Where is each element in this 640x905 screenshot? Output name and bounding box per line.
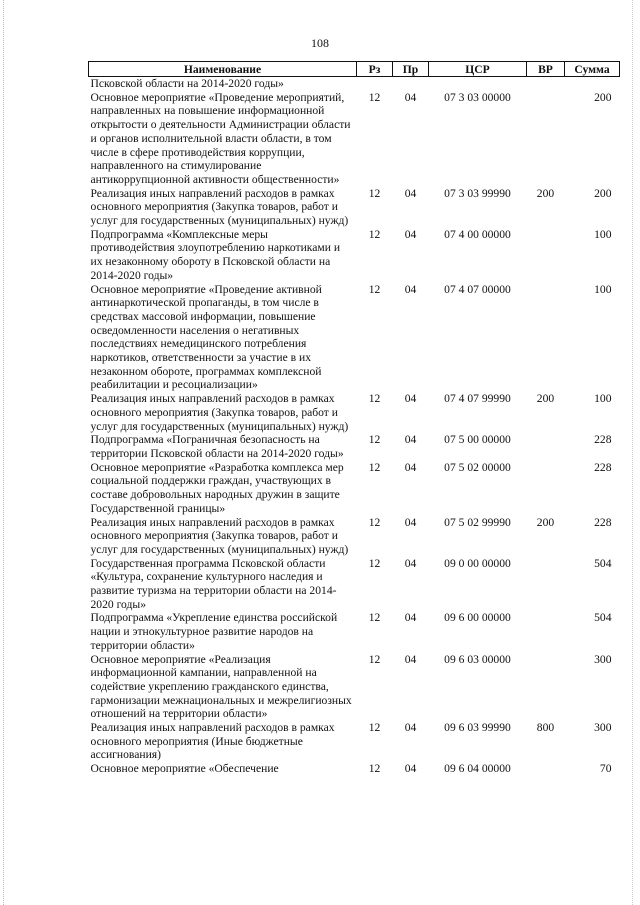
cell-sum: 200 (594, 186, 612, 200)
cell-sum: 228 (594, 460, 612, 474)
cell-vr (527, 557, 565, 612)
cell-csr: 07 3 03 99990 (444, 186, 511, 200)
cell-rz: 12 (368, 90, 381, 104)
cell-name: Основное мероприятие «Проведение активной антинаркотической пропаганды, в том числе в средствах массовой информации, повышение осведомленности населения о негативных последствиях немедицинского потребления наркотиков, ответственности за участие в их незаконном обороте, программах комплексной реабилитации и ресоциализации» (90, 282, 322, 392)
cell-csr: 09 6 04 00000 (444, 762, 511, 776)
cell-name: Подпрограмма «Укрепление единства российской нации и этнокультурное развитие народов на территории области» (90, 611, 338, 652)
cell-sum: 100 (594, 227, 612, 241)
cell-name: Основное мероприятие «Обеспечение (90, 762, 279, 776)
cell-vr: 200 (536, 392, 555, 406)
cell-rz: 12 (368, 186, 381, 200)
table-row (89, 228, 620, 283)
cell-csr: 07 5 00 00000 (444, 433, 511, 447)
cell-sum: 228 (594, 433, 612, 447)
cell-name: Основное мероприятие «Разработка комплекса мер социальной поддержки граждан, участвующих в составе добровольных народных дружин в защите Государственной границы» (90, 460, 344, 515)
cell-pr: 04 (404, 515, 417, 529)
budget-table (88, 61, 620, 776)
table-row (89, 461, 620, 516)
table-row (89, 283, 620, 393)
cell-sum: 100 (594, 282, 612, 296)
cell-rz: 12 (368, 762, 381, 776)
cell-vr: 200 (536, 186, 555, 200)
cell-sum: 100 (594, 392, 612, 406)
cell-vr (527, 77, 565, 91)
cell-vr (527, 653, 565, 722)
cell-csr: 07 4 07 99990 (444, 392, 511, 406)
cell-csr: 09 0 00 00000 (444, 556, 511, 570)
cell-pr: 04 (404, 556, 417, 570)
table-row (89, 611, 620, 652)
cell-pr: 04 (404, 392, 417, 406)
cell-csr: 07 4 00 00000 (444, 227, 511, 241)
cell-name: Государственная программа Псковской области «Культура, сохранение культурного наследия и развитие туризма на территории области на 2014-2020 годы» (90, 556, 337, 611)
cell-pr: 04 (404, 90, 417, 104)
cell-name: Реализация иных направлений расходов в рамках основного мероприятия (Закупка товаров, работ и услуг для государственных (муниципальных) нужд) (90, 515, 349, 556)
table-body (89, 77, 620, 776)
cell-sum: 300 (594, 652, 612, 666)
cell-csr: 09 6 00 00000 (444, 611, 511, 625)
cell-rz: 12 (368, 392, 381, 406)
cell-name: Псковской области на 2014-2020 годы» (90, 77, 284, 90)
cell-rz: 12 (368, 556, 381, 570)
cell-pr: 04 (404, 433, 417, 447)
cell-vr (527, 461, 565, 516)
table-row (89, 187, 620, 228)
table-row (89, 557, 620, 612)
table-header-row (89, 62, 620, 77)
cell-rz: 12 (368, 282, 381, 296)
cell-pr: 04 (404, 227, 417, 241)
column-header-pr: Пр (393, 62, 429, 77)
cell-rz: 12 (368, 721, 381, 735)
cell-pr: 04 (404, 186, 417, 200)
cell-pr (393, 77, 429, 91)
cell-name: Реализация иных направлений расходов в рамках основного мероприятия (Закупка товаров, работ и услуг для государственных (муниципальных) нужд) (90, 392, 349, 433)
cell-sum: 504 (594, 611, 612, 625)
cell-name: Подпрограмма «Пограничная безопасность на территории Псковской области на 2014-2020 годы» (90, 433, 344, 460)
column-header-sum: Сумма (565, 62, 620, 77)
cell-rz: 12 (368, 652, 381, 666)
cell-pr: 04 (404, 611, 417, 625)
cell-csr: 07 5 02 99990 (444, 515, 511, 529)
cell-sum: 228 (594, 515, 612, 529)
cell-vr (527, 91, 565, 187)
scan-edge-right (632, 0, 634, 905)
column-header-rz: Рз (357, 62, 393, 77)
cell-rz: 12 (368, 611, 381, 625)
cell-name: Подпрограмма «Комплексные меры противодействия злоупотреблению наркотиками и их незаконному обороту в Псковской области на 2014-2020 годы» (90, 227, 341, 282)
table-row (89, 762, 620, 776)
column-header-name: Наименование (89, 62, 357, 77)
cell-csr: 09 6 03 00000 (444, 652, 511, 666)
cell-pr: 04 (404, 762, 417, 776)
cell-name: Основное мероприятие «Проведение мероприятий, направленных на повышение информационной открытости о деятельности Администрации области и органов исполнительной власти области, в том числе в сфере противодействия коррупции, направленного на стимулирование антикоррупционной активности общественности» (90, 90, 351, 186)
cell-sum (565, 77, 620, 91)
cell-vr: 200 (536, 515, 555, 529)
cell-csr: 07 3 03 00000 (444, 90, 511, 104)
cell-csr: 07 5 02 00000 (444, 460, 511, 474)
cell-vr (527, 433, 565, 460)
cell-vr (527, 283, 565, 393)
cell-csr: 07 4 07 00000 (444, 282, 511, 296)
table-row (89, 721, 620, 762)
cell-rz: 12 (368, 460, 381, 474)
cell-pr: 04 (404, 721, 417, 735)
table-row (89, 653, 620, 722)
cell-name: Реализация иных направлений расходов в рамках основного мероприятия (Иные бюджетные ассигнования) (90, 721, 335, 762)
cell-rz: 12 (368, 515, 381, 529)
column-header-vr: ВР (527, 62, 565, 77)
cell-vr: 800 (536, 721, 555, 735)
cell-rz (357, 77, 393, 91)
table-row (89, 392, 620, 433)
page-number: 108 (311, 36, 329, 50)
cell-sum: 70 (599, 762, 612, 776)
column-header-csr: ЦСР (429, 62, 527, 77)
cell-vr (527, 228, 565, 283)
cell-sum: 504 (594, 556, 612, 570)
table-row (89, 91, 620, 187)
cell-pr: 04 (404, 282, 417, 296)
table-row (89, 77, 620, 91)
cell-pr: 04 (404, 652, 417, 666)
cell-rz: 12 (368, 227, 381, 241)
cell-csr (429, 77, 527, 91)
cell-name: Реализация иных направлений расходов в рамках основного мероприятия (Закупка товаров, работ и услуг для государственных (муниципальных) нужд) (90, 186, 349, 228)
cell-vr (527, 611, 565, 652)
cell-vr (527, 762, 565, 776)
cell-pr: 04 (404, 460, 417, 474)
cell-sum: 300 (594, 721, 612, 735)
cell-rz: 12 (368, 433, 381, 447)
table-row (89, 516, 620, 557)
cell-csr: 09 6 03 99990 (444, 721, 511, 735)
cell-name: Основное мероприятие «Реализация информационной кампании, направленной на содействие укреплению гражданского единства, гармонизации межнациональных и межрелигиозных отношений на территории области» (90, 652, 352, 721)
table-row (89, 433, 620, 460)
cell-sum: 200 (594, 90, 612, 104)
scan-edge-left (3, 0, 5, 905)
